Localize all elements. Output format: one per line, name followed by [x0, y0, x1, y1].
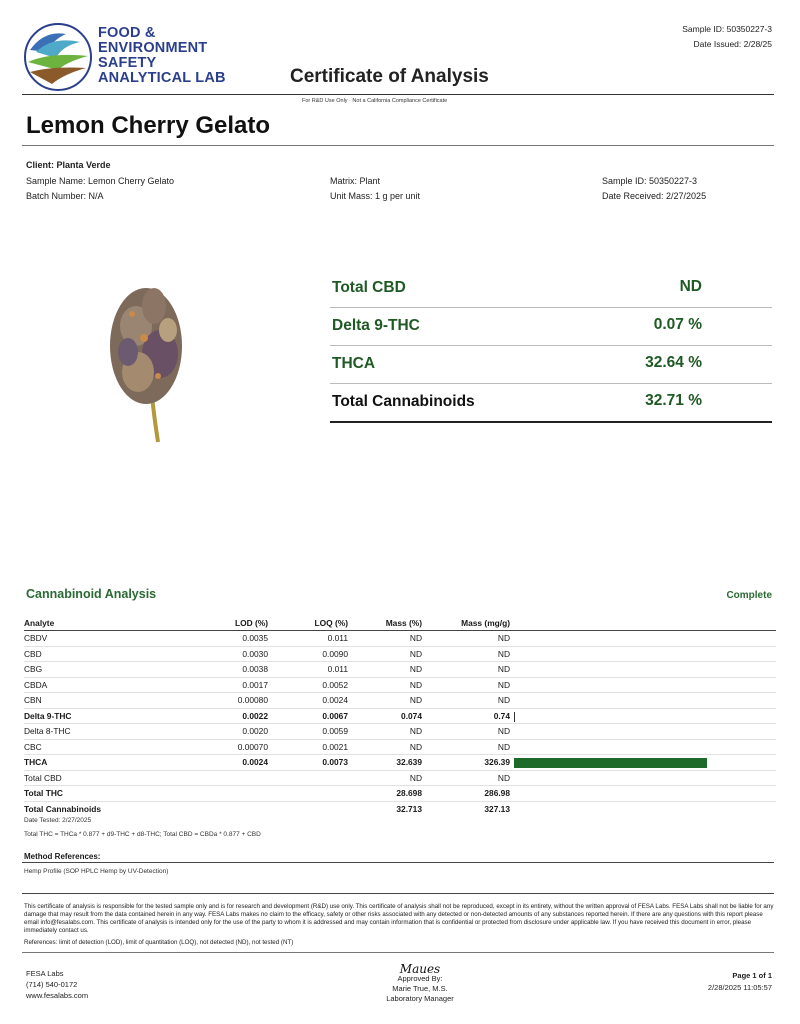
cell-mass-mg: ND: [497, 679, 510, 690]
lab-contact: [26, 968, 88, 1001]
summary-row: [330, 384, 772, 423]
cell-loq: 0.011: [327, 633, 348, 643]
summary-label: THCA: [332, 355, 376, 372]
table-header: [24, 616, 776, 631]
cell-loq: 0.0067: [322, 710, 348, 721]
rnd-note: For R&D Use Only · Not a California Compliance Certificate: [302, 98, 448, 104]
summary-value: 32.71 %: [645, 392, 702, 409]
table-row: [24, 724, 776, 740]
table-row: [24, 755, 776, 771]
method-divider: [22, 862, 774, 863]
analysis-status: Complete: [726, 590, 772, 601]
cell-lod: 0.0035: [242, 633, 268, 643]
cell-analyte: CBDV: [24, 633, 48, 643]
table-row: [24, 631, 776, 647]
cell-mass-pct: 0.074: [401, 710, 422, 721]
header-mass-mg: Mass (mg/g): [461, 618, 510, 628]
cell-analyte: THCA: [24, 757, 48, 767]
cell-loq: 0.0090: [322, 648, 348, 659]
header-analyte: Analyte: [24, 618, 55, 628]
table-body: [24, 631, 776, 816]
header-sample-id: Sample ID: 50350227-3: [682, 24, 772, 34]
summary-value: 0.07 %: [653, 316, 702, 333]
cell-analyte: Delta 9-THC: [24, 710, 72, 721]
cell-analyte: Delta 8-THC: [24, 726, 71, 736]
sample-name: Sample Name: Lemon Cherry Gelato: [26, 176, 175, 186]
cell-lod: 0.0020: [242, 726, 268, 736]
summary-label: Delta 9-THC: [332, 317, 420, 334]
cell-analyte: Total Cannabinoids: [24, 803, 102, 814]
lab-name-line-4: ANALYTICAL LAB: [98, 70, 226, 86]
approved-by-label: Approved By:: [397, 974, 443, 983]
cell-mass-pct: ND: [409, 695, 422, 705]
cell-lod: 0.0024: [242, 757, 268, 767]
footer-lab-name: FESA Labs: [26, 969, 64, 978]
cell-loq: 0.0021: [322, 741, 348, 752]
summary-label: Total Cannabinoids: [332, 393, 475, 410]
cell-mass-mg: ND: [497, 633, 510, 643]
header-loq: LOQ (%): [314, 618, 348, 628]
cell-mass-pct: 32.713: [396, 803, 422, 814]
print-timestamp: 2/28/2025 11:05:57: [707, 983, 772, 992]
table-row: [24, 802, 776, 817]
approver-name: Marie True, M.S.: [392, 984, 448, 993]
header-divider: [22, 94, 774, 95]
header-meta: [682, 22, 772, 52]
header-date-issued: Date Issued: 2/28/25: [693, 39, 772, 49]
lab-name-line-1: FOOD &: [98, 25, 156, 41]
lab-name-line-3: SAFETY: [98, 55, 157, 71]
date-received: Date Received: 2/27/2025: [602, 191, 707, 201]
cell-lod: 0.00080: [237, 695, 268, 705]
cell-lod: 0.0022: [242, 710, 268, 721]
summary-label: Total CBD: [332, 279, 406, 296]
cell-lod: 0.0038: [242, 664, 268, 674]
cell-mass-pct: 28.698: [396, 788, 422, 798]
client-info-right: [602, 174, 706, 204]
approver-title: Laboratory Manager: [386, 994, 454, 1003]
header-lod: LOD (%): [234, 618, 268, 628]
cell-analyte: CBC: [24, 741, 42, 752]
client-info-middle: [330, 174, 420, 204]
summary-value: ND: [679, 278, 702, 295]
summary-value: 32.64 %: [645, 354, 702, 371]
table-row: [24, 693, 776, 709]
cell-mass-mg: 327.13: [484, 803, 510, 814]
client-info-left: [26, 174, 174, 204]
document-title: Certificate of Analysis: [290, 66, 489, 87]
cell-analyte: Total THC: [24, 788, 63, 798]
matrix: Matrix: Plant: [330, 176, 381, 186]
cell-mass-pct: ND: [409, 679, 422, 690]
client-name: Client: Planta Verde: [26, 160, 111, 170]
references: References: limit of detection (LOD), limit of quantitation (LOQ), not detected (ND), not tested (NT): [24, 939, 294, 946]
product-photo: [88, 276, 208, 446]
summary-row: [330, 346, 772, 384]
cell-mass-mg: 286.98: [484, 788, 510, 798]
lab-name-line-2: ENVIRONMENT: [98, 40, 208, 56]
table-row: [24, 740, 776, 756]
date-tested: Date Tested: 2/27/2025: [24, 817, 92, 824]
sample-id: Sample ID: 50350227-3: [602, 176, 698, 186]
unit-mass: Unit Mass: 1 g per unit: [330, 191, 421, 201]
cell-mass-mg: ND: [497, 726, 510, 736]
cell-analyte: CBN: [24, 695, 42, 705]
cell-mass-mg: ND: [497, 664, 510, 674]
cell-loq: 0.0052: [322, 679, 348, 690]
total-formula: Total THC = THCa * 0.877 + d9-THC + d8-THC; Total CBD = CBDa * 0.877 + CBD: [24, 831, 261, 838]
cell-analyte: Total CBD: [24, 772, 62, 783]
cell-mass-mg: ND: [497, 741, 510, 752]
table-row: [24, 786, 776, 802]
table-row: [24, 662, 776, 678]
cell-loq: 0.0024: [322, 695, 348, 705]
cell-mass-pct: ND: [409, 772, 422, 783]
table-row: [24, 771, 776, 787]
method-value: Hemp Profile (SOP HPLC Hemp by UV-Detection): [24, 868, 169, 875]
footer-phone: (714) 540-0172: [26, 980, 78, 989]
product-title: Lemon Cherry Gelato: [26, 112, 271, 139]
lab-logo: [22, 22, 94, 92]
cell-mass-mg: ND: [497, 772, 510, 783]
table-row: [24, 709, 776, 725]
lab-name: [98, 26, 226, 86]
signature: Maues: [399, 962, 441, 976]
cell-mass-pct: ND: [409, 664, 422, 674]
method-heading: Method References:: [24, 852, 101, 861]
cell-lod: 0.00070: [237, 741, 268, 752]
cell-mass-mg: 0.74: [493, 710, 510, 721]
disclaimer: This certificate of analysis is responsible for the tested sample only and is for research and development (R&D) use only. This certificate of analysis shall not be reproduced, except in its entirety, without the written approval of FESA Labs. FESA Labs shall not be liable for any damage that may result from the data contained herein in any way. FESA Labs makes no claim to the efficacy, safety or other risks associated with any detected or non-detected amounts of any substances reported herein. If there are any questions with this report please email info@fesalabs.com. This certificate of analysis is intended only for the use of the party to whom it is addressed and may contain information that is confidential or protected from disclosure under applicable law. If you have received this document in error, please immediately contact us.: [24, 903, 774, 934]
cell-mass-mg: ND: [497, 695, 510, 705]
cell-mass-pct: ND: [409, 741, 422, 752]
cell-lod: 0.0017: [242, 679, 268, 690]
page-info: [708, 970, 772, 994]
cell-mass-pct: ND: [409, 726, 422, 736]
footer-divider: [22, 952, 774, 953]
title-divider: [22, 145, 774, 146]
disclaimer-divider: [22, 893, 774, 894]
batch-number: Batch Number: N/A: [26, 191, 104, 201]
cell-analyte: CBD: [24, 648, 42, 659]
approval-block: [360, 964, 480, 1004]
cell-mass-mg: ND: [497, 648, 510, 659]
mass-bar: [514, 758, 707, 768]
mass-bar: [514, 712, 515, 722]
cell-loq: 0.011: [327, 664, 348, 674]
table-row: [24, 678, 776, 694]
cell-mass-pct: 32.639: [396, 757, 422, 767]
table-row: [24, 647, 776, 663]
potency-summary: [330, 270, 772, 423]
header-mass-pct: Mass (%): [385, 618, 422, 628]
cell-mass-pct: ND: [409, 648, 422, 659]
cell-loq: 0.0073: [322, 757, 348, 767]
footer-web: www.fesalabs.com: [26, 991, 89, 1000]
cannabinoid-table: [24, 616, 776, 816]
analysis-title: Cannabinoid Analysis: [26, 587, 157, 601]
page-number: Page 1 of 1: [732, 971, 772, 980]
summary-row: [330, 308, 772, 346]
cell-analyte: CBDA: [24, 679, 48, 690]
cell-mass-mg: 326.39: [484, 757, 510, 767]
summary-row: [330, 270, 772, 308]
cell-mass-pct: ND: [409, 633, 422, 643]
cell-lod: 0.0030: [242, 648, 268, 659]
cell-analyte: CBG: [24, 664, 43, 674]
cell-loq: 0.0059: [322, 726, 348, 736]
